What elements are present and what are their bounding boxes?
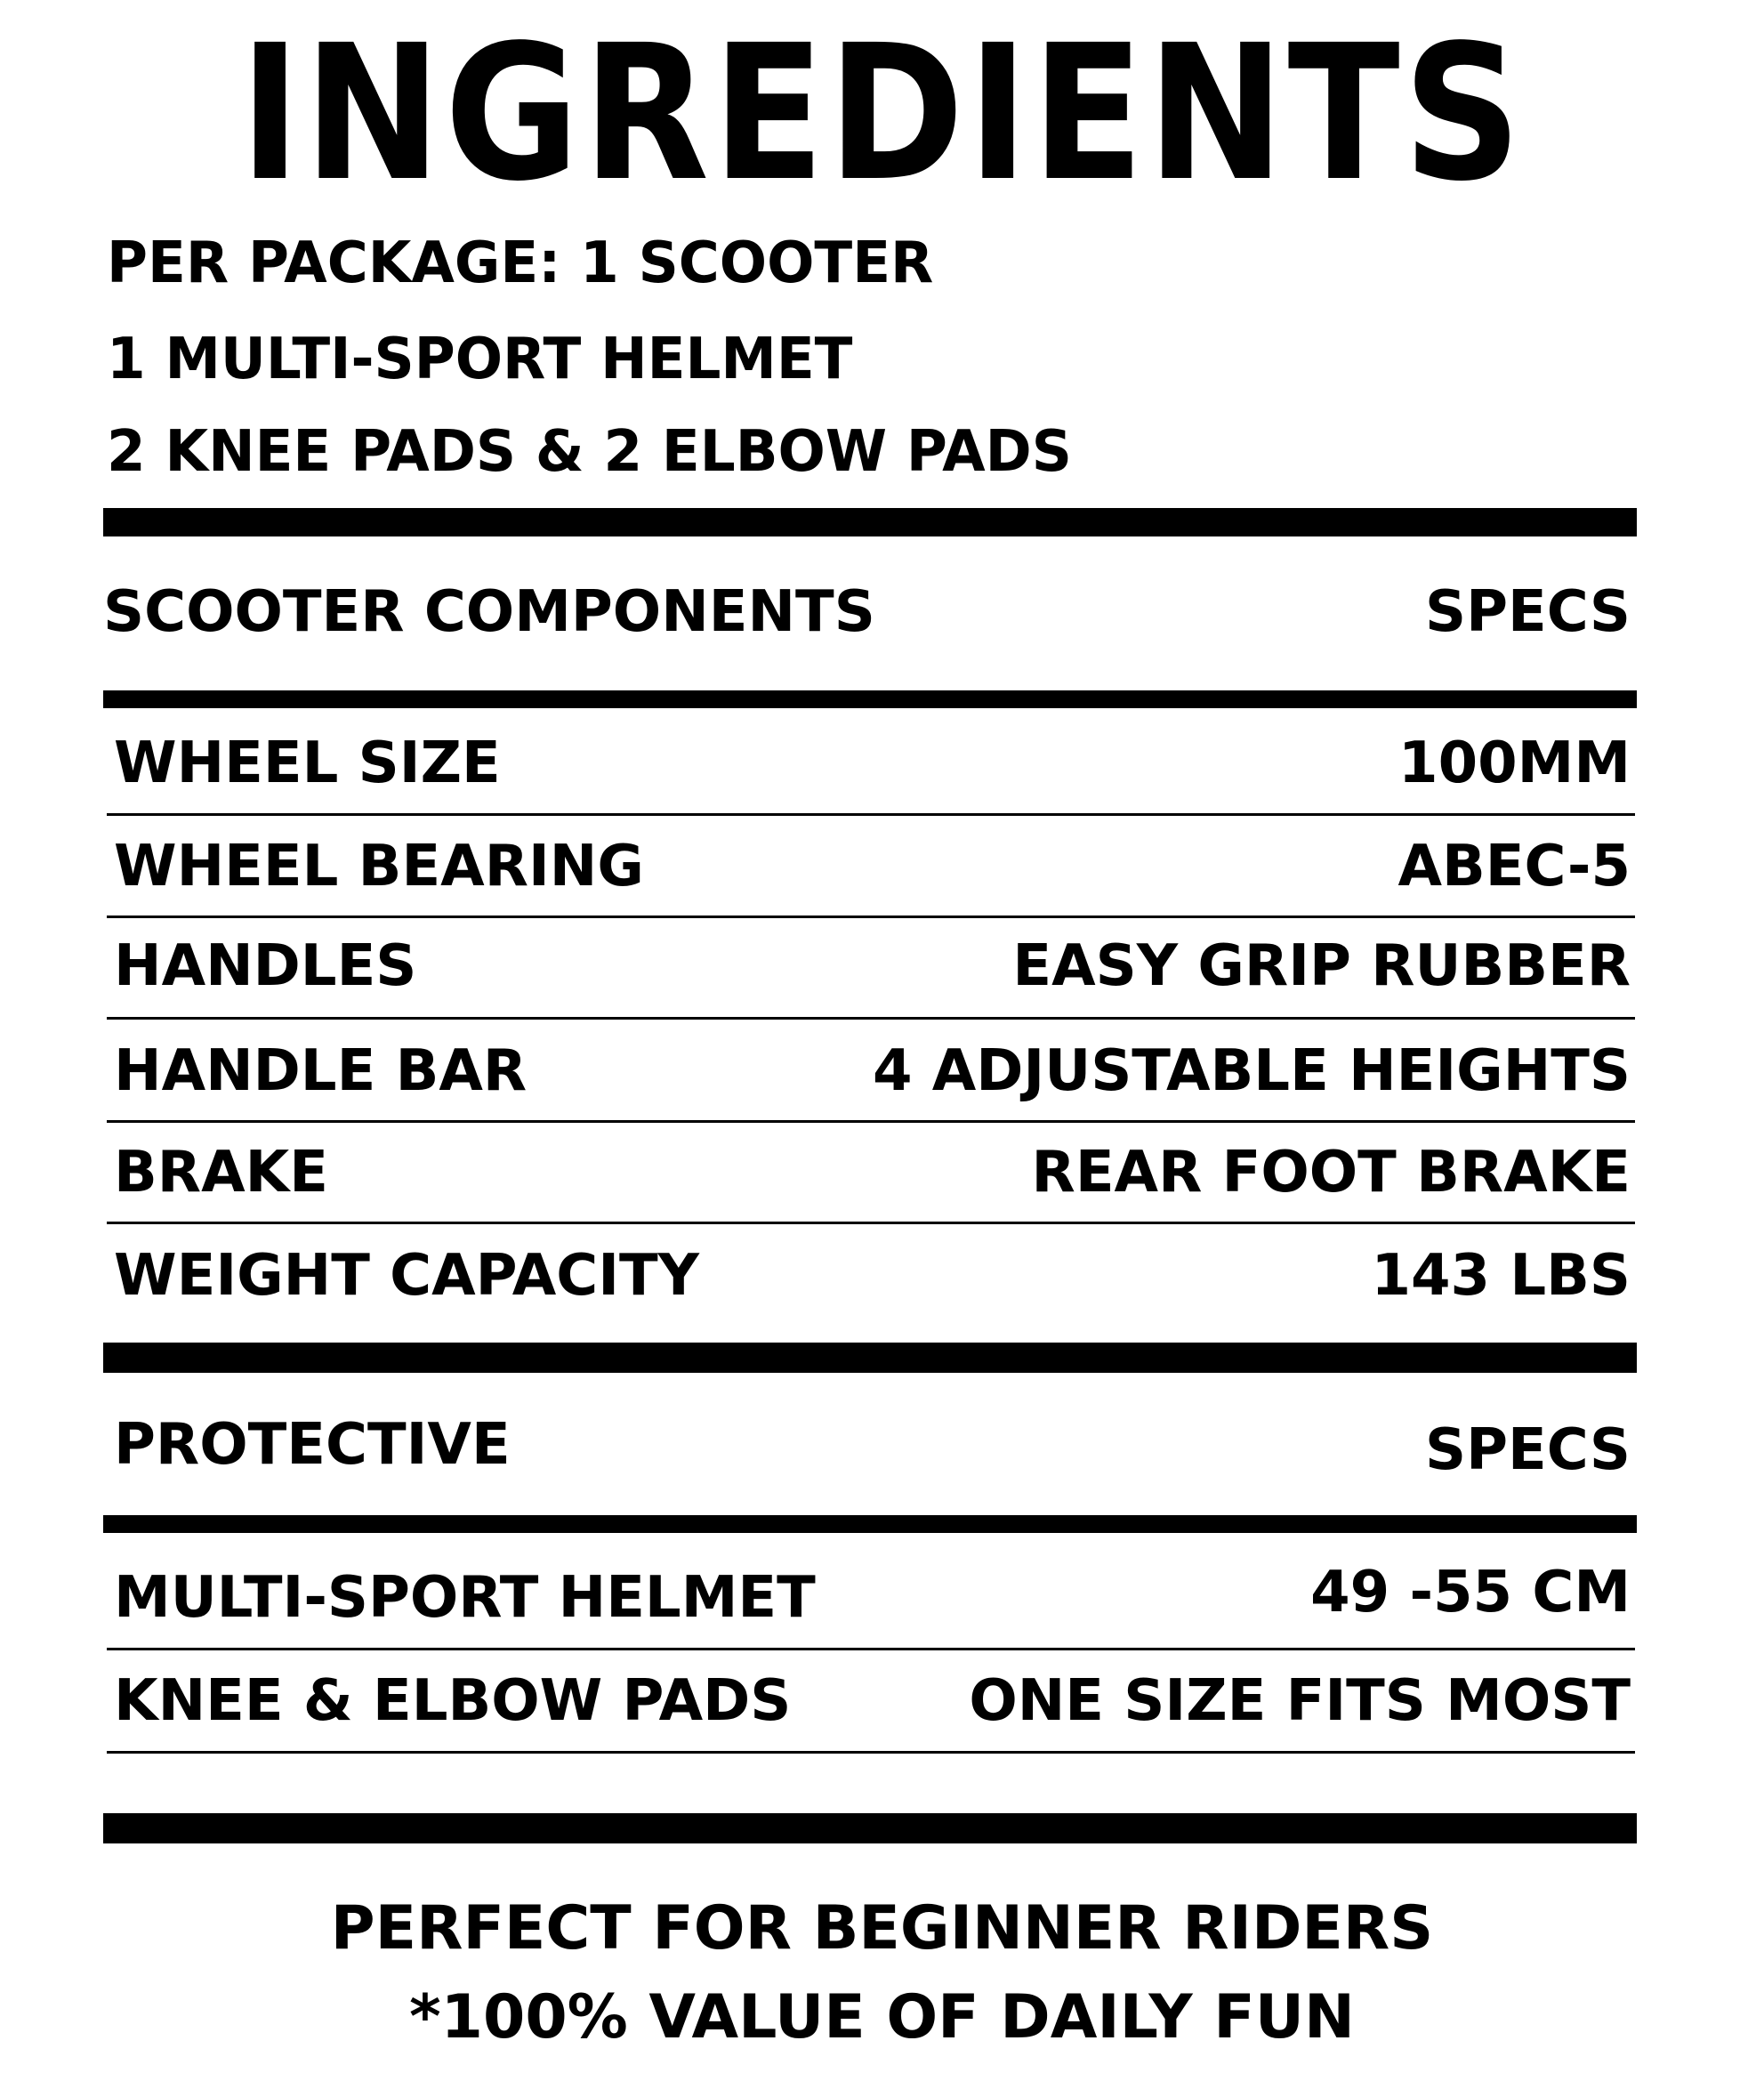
row-divider [107,1120,1635,1123]
spec-row-label: WEIGHT CAPACITY [114,1243,699,1309]
row-divider [107,813,1635,816]
spec-row-label: BRAKE [114,1140,328,1206]
protective-specs-header: SPECS [1425,1417,1631,1483]
spec-row-label: MULTI-SPORT HELMET [114,1565,816,1631]
row-divider [107,916,1635,918]
spec-row-value: 49 -55 CM [1310,1560,1631,1625]
divider-medium [103,690,1637,708]
scooter-section-header: SCOOTER COMPONENTS [103,579,875,645]
spec-row-label: HANDLE BAR [114,1038,528,1104]
divider-medium [103,1515,1637,1533]
spec-row-value: 100MM [1398,730,1631,796]
spec-row-label: WHEEL BEARING [114,834,644,899]
spec-row-value: 143 LBS [1371,1243,1631,1309]
spec-row-value: 4 ADJUSTABLE HEIGHTS [872,1038,1631,1104]
package-line-pads: 2 KNEE PADS & 2 ELBOW PADS [107,419,1072,485]
footer-note: *100% VALUE OF DAILY FUN [409,1982,1355,2053]
row-divider [107,1751,1635,1754]
package-line-helmet: 1 MULTI-SPORT HELMET [107,327,853,392]
divider-thick [103,1343,1637,1373]
spec-row-value: ONE SIZE FITS MOST [969,1668,1631,1734]
protective-section-header: PROTECTIVE [114,1412,511,1478]
spec-row-value: ABEC-5 [1398,834,1631,899]
spec-row-value: REAR FOOT BRAKE [1031,1140,1631,1206]
divider-thick [103,508,1637,536]
spec-row-label: WHEEL SIZE [114,730,501,796]
footer-tagline: PERFECT FOR BEGINNER RIDERS [330,1893,1434,1964]
spec-row-label: HANDLES [114,933,417,999]
package-line-scooter: PER PACKAGE: 1 SCOOTER [107,230,934,296]
row-divider [107,1017,1635,1020]
scooter-specs-header: SPECS [1425,579,1631,645]
row-divider [107,1648,1635,1650]
page-title: INGREDIENTS [239,4,1525,222]
spec-row-value: EASY GRIP RUBBER [1012,933,1631,999]
divider-thick [103,1813,1637,1843]
spec-row-label: KNEE & ELBOW PADS [114,1668,792,1734]
row-divider [107,1222,1635,1224]
